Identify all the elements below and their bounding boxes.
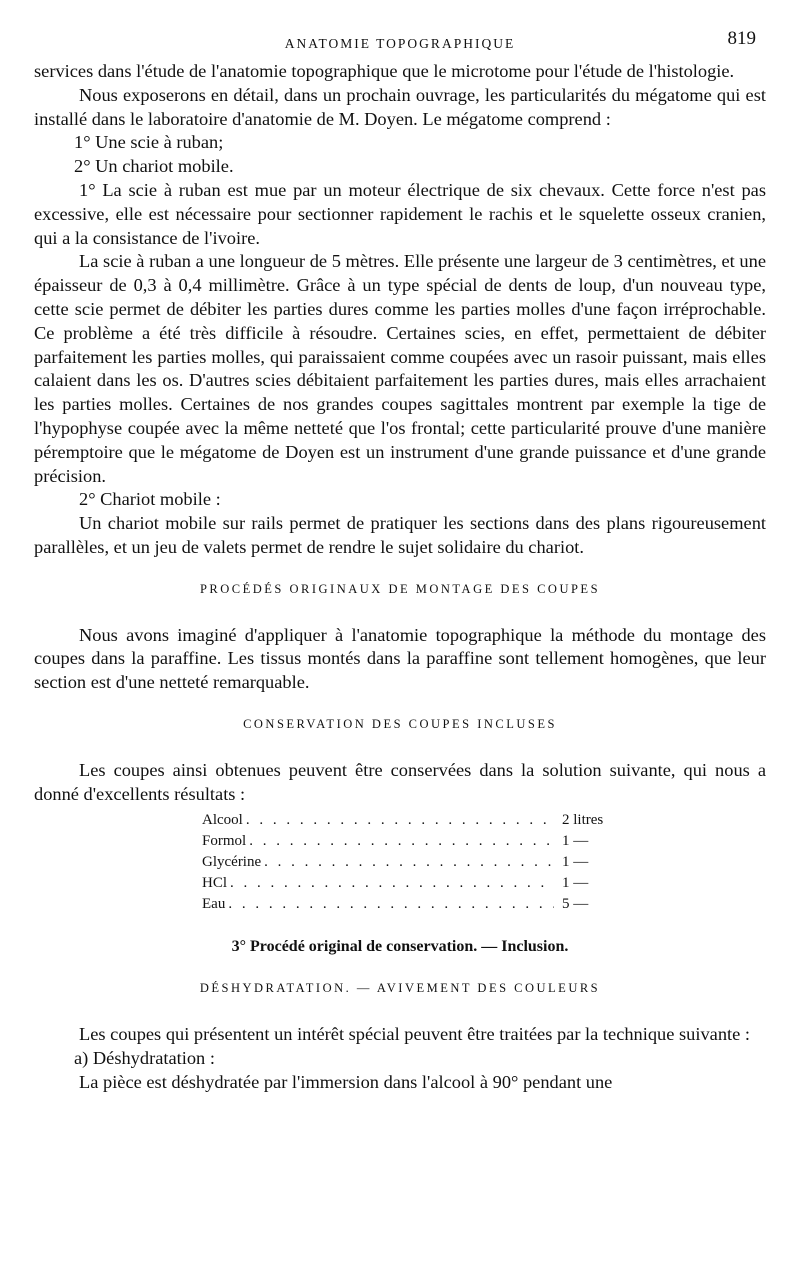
formula-row (202, 831, 622, 852)
formula-row (202, 852, 622, 873)
leader-dots (225, 894, 554, 915)
paragraph-chariot-description: Un chariot mobile sur rails permet de pratiquer les sections dans des plans rigoureusement parallèles, et un jeu de valets permet de rendre le sujet solidaire du chariot. (34, 513, 766, 557)
paragraph-megatome-intro: Nous exposerons en détail, dans un prochain ouvrage, les particularités du mégatome qui est installé dans le laboratoire d'anatomie de M. Doyen. Le mégatome comprend : (34, 84, 766, 129)
list-item-scie: 1° Une scie à ruban; (74, 132, 224, 153)
section-heading-montage: PROCÉDÉS ORIGINAUX DE MONTAGE DES COUPES (199, 581, 601, 596)
formula-row (202, 873, 622, 894)
paragraph-chariot-heading: 2° Chariot mobile : (79, 489, 221, 510)
formula-quantity: 1 — (562, 833, 589, 850)
formula-quantity: 1 — (562, 875, 589, 892)
body-text (34, 60, 766, 1094)
paragraph-scie-description: La scie à ruban a une longueur de 5 mètres. Elle présente une largeur de 3 centimètres, et une épaisseur de 0,3 à 0,4 millimètre. Grâce à un type spécial de dents de loup, d'un nouveau type, cette scie permet de débiter les parties dures comme les parties molles d'une façon irréprochable. Ce problème a été très difficile à résoudre. Certaines scies, en effet, permettaient de débiter parfaitement les parties molles, qui paraissaient comme coupées avec un rasoir puissant, mais elles calaient dans les os. D'autres scies débitaient parfaitement les parties dures, mais elles arrachaient les parties molles. Certaines de nos grandes coupes sagittales montrent par exemple la tige de l'hypophyse coupée avec la même netteté que l'os frontal; cette particularité prouve d'une manière péremptoire que le mégatome de Doyen est un instrument d'une grande puissance et d'une grande précision. (34, 251, 766, 486)
section-heading-conservation: CONSERVATION DES COUPES INCLUSES (243, 716, 557, 731)
formula-ingredient: Alcool (202, 812, 243, 829)
paragraph-montage: Nous avons imaginé d'appliquer à l'anatomie topographique la méthode du montage des coupes dans la paraffine. Les tissus montés dans la paraffine sont tellement homogènes, que leur section est d'une netteté remarquable. (34, 624, 766, 693)
paragraph-deshydratation: La pièce est déshydratée par l'immersion dans l'alcool à 90° pendant une (79, 1071, 613, 1092)
formula-quantity: 1 — (562, 854, 589, 871)
paragraph-technique: Les coupes qui présentent un intérêt spécial peuvent être traitées par la technique suivante : (79, 1023, 750, 1044)
leader-dots (261, 852, 554, 873)
formula-ingredient: Glycérine (202, 854, 262, 871)
formula-row (202, 894, 622, 915)
running-title: ANATOMIE TOPOGRAPHIQUE (284, 36, 516, 51)
formula-table (202, 810, 622, 915)
leader-dots (246, 831, 554, 852)
leader-dots (243, 810, 554, 831)
list-item-deshydratation: a) Déshydratation : (74, 1047, 215, 1068)
leader-dots (227, 873, 554, 894)
formula-ingredient: Eau (202, 896, 226, 913)
paragraph-scie-moteur: 1° La scie à ruban est mue par un moteur électrique de six chevaux. Cette force n'est pas excessive, elle est nécessaire pour sectionner rapidement le rachis et le squelette osseux cranien, qui a la consistance de l'ivoire. (34, 179, 766, 248)
formula-ingredient: HCl (202, 875, 228, 892)
running-head (34, 28, 766, 60)
formula-quantity: 5 — (562, 896, 589, 913)
section-heading-deshydratation: DÉSHYDRATATION. — AVIVEMENT DES COULEURS (199, 981, 601, 996)
formula-row (202, 810, 622, 831)
paragraph-continuation: services dans l'étude de l'anatomie topographique que le microtome pour l'étude de l'histologie. (34, 61, 735, 81)
page-number: 819 (727, 28, 756, 49)
formula-quantity: 2 litres (562, 812, 604, 829)
list-item-chariot: 2° Un chariot mobile. (74, 156, 234, 177)
formula-ingredient: Formol (202, 833, 247, 850)
subsection-heading-procede: 3° Procédé original de conservation. — Inclusion. (231, 938, 569, 956)
paragraph-conservation: Les coupes ainsi obtenues peuvent être conservées dans la solution suivante, qui nous a donné d'excellents résultats : (34, 759, 766, 804)
